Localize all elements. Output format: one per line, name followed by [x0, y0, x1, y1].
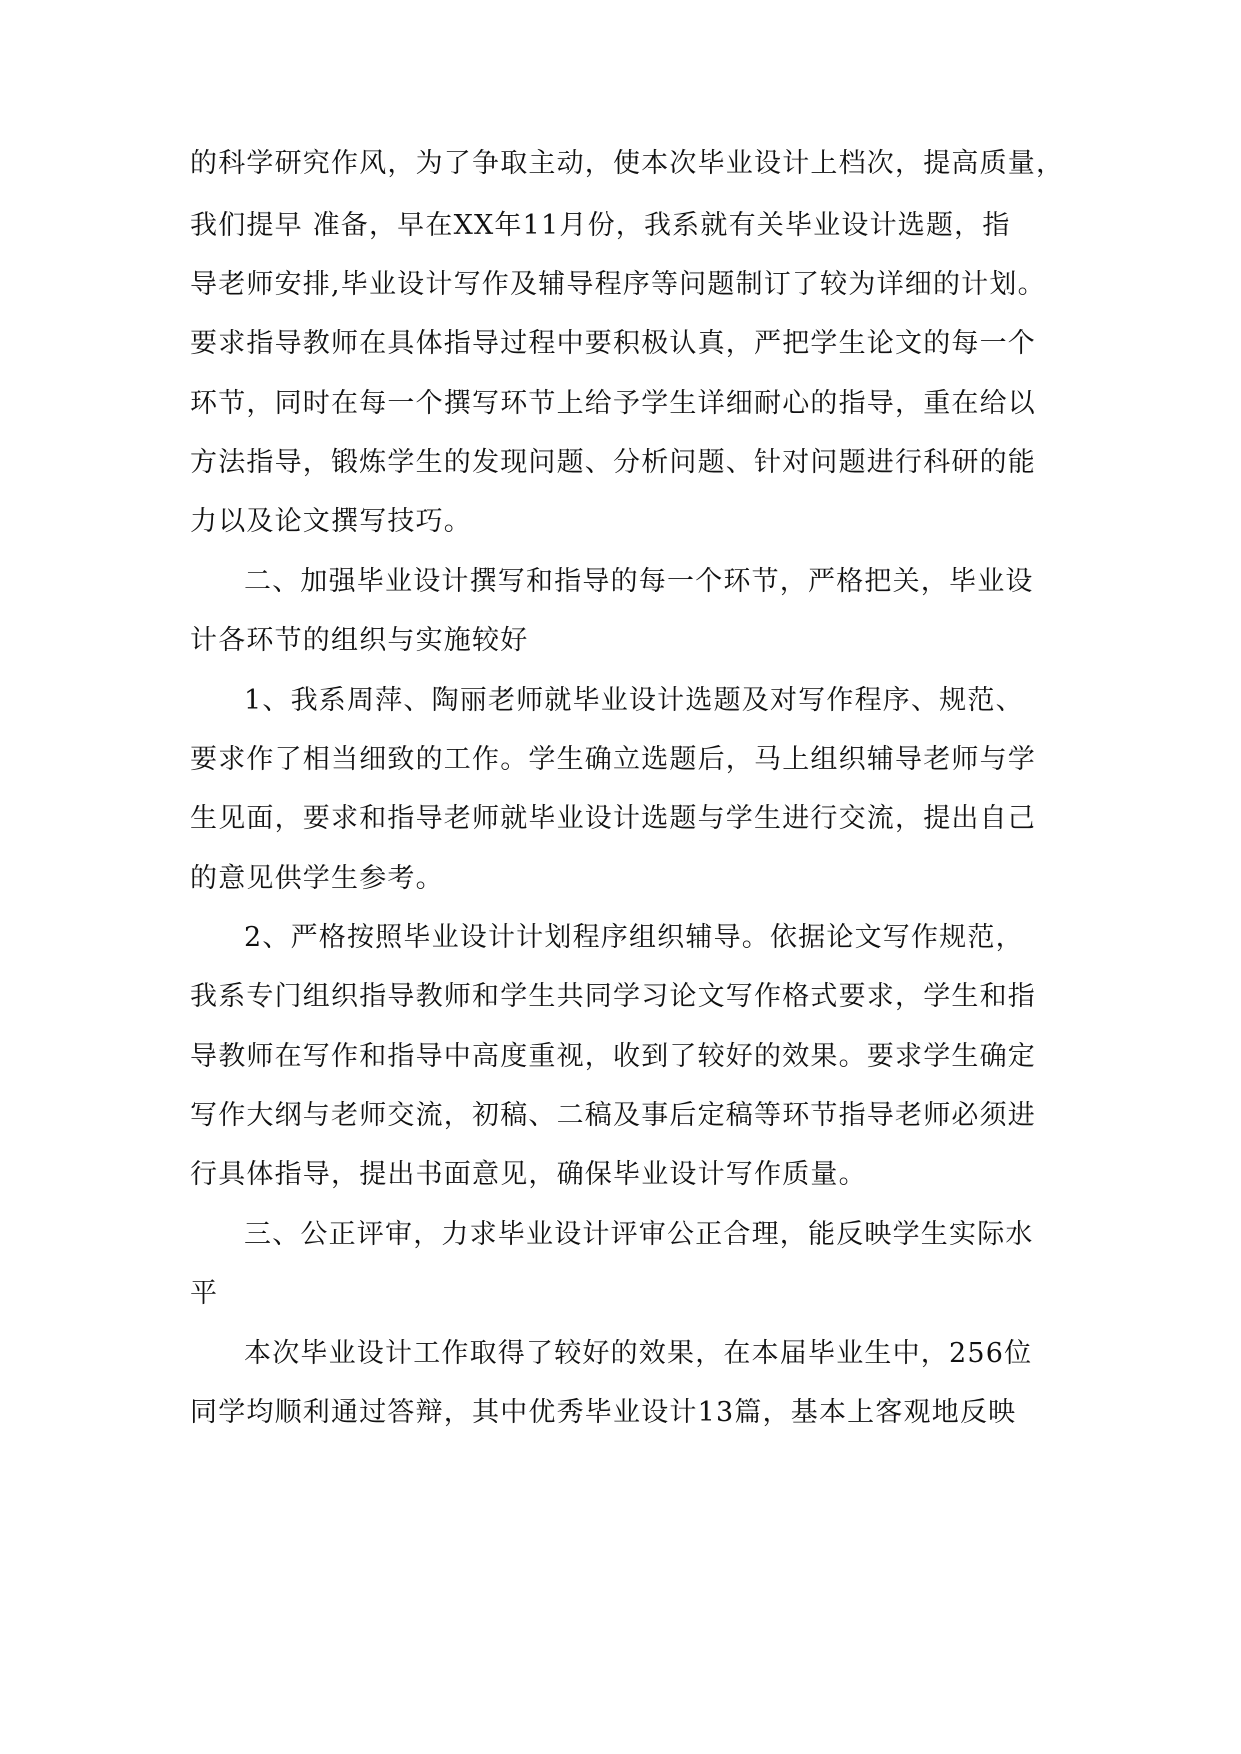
text-line: 行具体指导，提出书面意见，确保毕业设计写作质量。 — [190, 1159, 867, 1190]
text-line: 环节，同时在每一个撰写环节上给予学生详细耐心的指导，重在给以 — [190, 388, 1036, 419]
text-line: 要求指导教师在具体指导过程中要积极认真，严把学生论文的每一个 — [190, 328, 1036, 359]
text-line: 1、我系周萍、陶丽老师就毕业设计选题及对写作程序、规范、 — [244, 685, 1024, 716]
text-line: 导教师在写作和指导中高度重视，收到了较好的效果。要求学生确定 — [190, 1041, 1036, 1072]
text-line: 生见面，要求和指导老师就毕业设计选题与学生进行交流，提出自己 — [190, 803, 1036, 834]
text-line: 2、严格按照毕业设计计划程序组织辅导。依据论文写作规范， — [244, 922, 1024, 953]
section-heading: 三、公正评审，力求毕业设计评审公正合理，能反映学生实际水 — [244, 1219, 1034, 1250]
text-line: 写作大纲与老师交流，初稿、二稿及事后定稿等环节指导老师必须进 — [190, 1100, 1036, 1131]
section-heading: 二、加强毕业设计撰写和指导的每一个环节，严格把关，毕业设 — [244, 566, 1034, 597]
text-line: 方法指导，锻炼学生的发现问题、分析问题、针对问题进行科研的能 — [190, 447, 1036, 478]
text-line: 要求作了相当细致的工作。学生确立选题后，马上组织辅导老师与学 — [190, 744, 1036, 775]
text-line: 我们提早 准备，早在XX年11月份，我系就有关毕业设计选题，指 — [190, 210, 1011, 241]
text-line: 力以及论文撰写技巧。 — [190, 506, 472, 537]
text-line: 本次毕业设计工作取得了较好的效果，在本届毕业生中，256位 — [244, 1338, 1033, 1369]
text-line: 的意见供学生参考。 — [190, 863, 444, 894]
text-line: 的科学研究作风，为了争取主动，使本次毕业设计上档次，提高质量， — [190, 148, 1065, 179]
section-heading-continuation: 计各环节的组织与实施较好 — [190, 625, 529, 656]
text-line: 我系专门组织指导教师和学生共同学习论文写作格式要求，学生和指 — [190, 981, 1036, 1012]
text-line: 同学均顺利通过答辩，其中优秀毕业设计13篇，基本上客观地反映 — [190, 1397, 1017, 1428]
text-line: 导老师安排,毕业设计写作及辅导程序等问题制订了较为详细的计划。 — [190, 269, 1046, 300]
section-heading-continuation: 平 — [190, 1278, 219, 1309]
